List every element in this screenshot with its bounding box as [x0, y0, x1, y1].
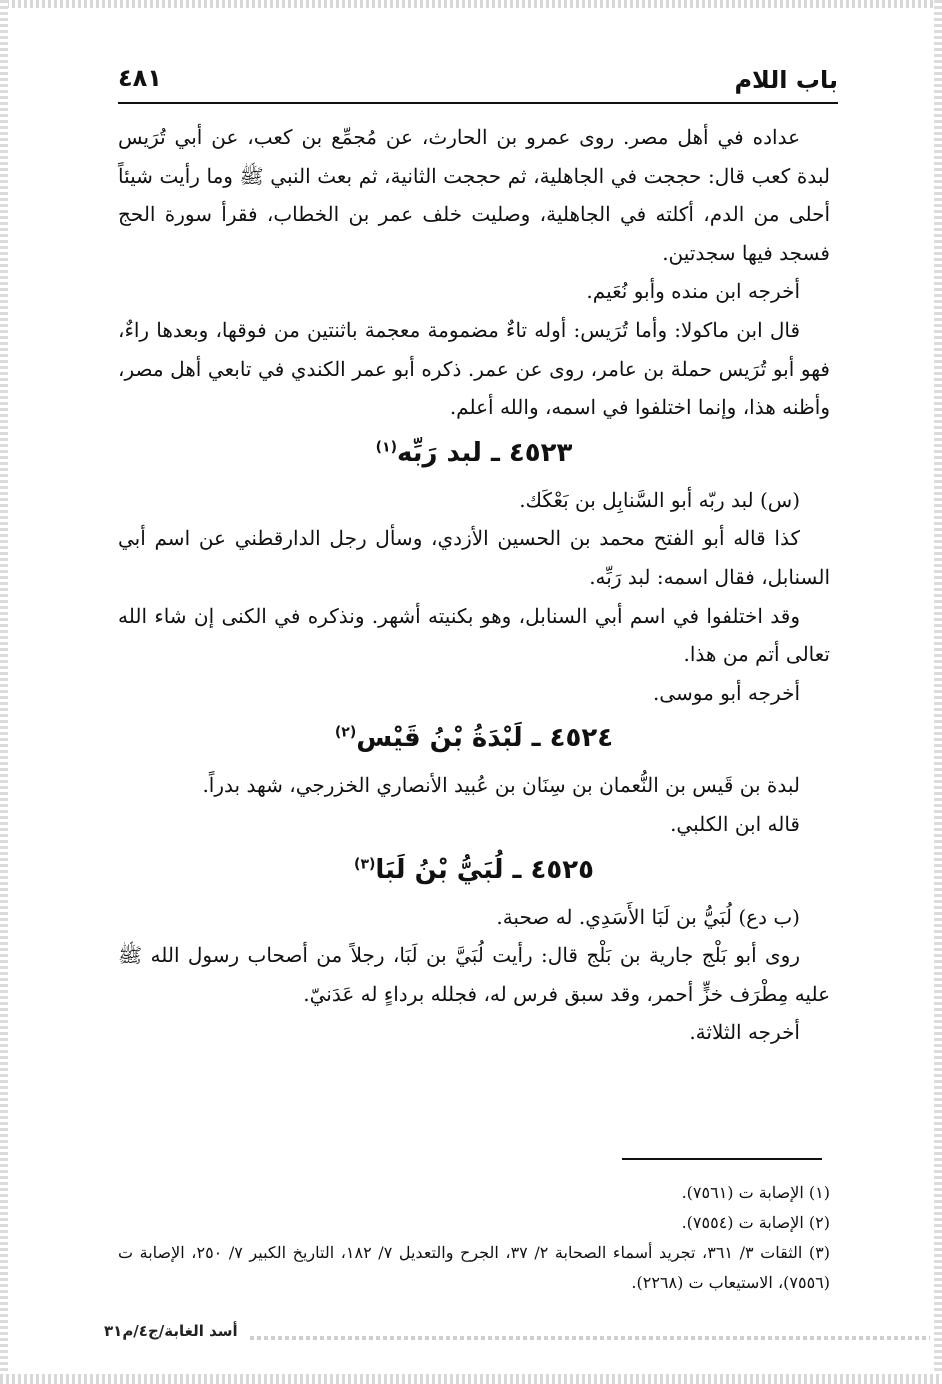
- entry-title-4524: [118, 716, 830, 760]
- footnote-ref: (٢): [334, 724, 357, 741]
- page-number: ٤٨١: [118, 64, 162, 92]
- right-border: [934, 0, 942, 1384]
- paragraph: روى أبو بَلْج جارية بن بَلْج قال: رأيت لُبَيَّ بن لَبَا، رجلاً من أصحاب رسول الله ﷺ عليه مِطْرَف خزٍّ أحمر، وقد سبق فرس له، فجلله برداءٍ له عَدَنيّ.: [118, 943, 830, 1006]
- paragraph: (ب دع) لُبَيُّ بن لَبَا الأَسَدِي. له صحبة.: [496, 904, 800, 929]
- paragraph: قال ابن ماكولا: وأما تُرَيس: أوله تاءٌ مضمومة معجمة باثنتين من فوقها، وبعدها راءٌ، فهو أبو تُرَيس حملة بن عامر، روى عن عمر. ذكره أبو عمر الكندي في تابعي أهل مصر، وأظنه هذا، وإنما اختلفوا في اسمه، والله أعلم.: [118, 317, 830, 420]
- paragraph: (س) لبد ربّه أبو السَّنابِل بن بَعْكَك.: [519, 487, 800, 512]
- footnote-ref: (١): [375, 439, 397, 456]
- entry-title-text: ٤٥٢٣ ـ لبد رَبِّه: [396, 437, 573, 468]
- footnote-1: (١) الإصابة ت (٧٥٦١).: [681, 1183, 830, 1202]
- entry-title-text: ٤٥٢٥ ـ لُبَيُّ بْنُ لَبَا: [375, 854, 594, 885]
- footnote-ref: (٣): [354, 855, 376, 872]
- bottom-stamp-line: [250, 1336, 930, 1340]
- paragraph: أخرجه الثلاثة.: [689, 1020, 800, 1045]
- chapter-title: باب اللام: [734, 66, 838, 94]
- paragraph: وقد اختلفوا في اسم أبي السنابل، وهو بكنيته أشهر. ونذكره في الكنى إن شاء الله تعالى أتم من هذا.: [118, 603, 830, 667]
- left-border: [0, 0, 8, 1384]
- footnote-separator: [622, 1158, 822, 1160]
- entry-title-text: ٤٥٢٤ ـ لَبْدَةُ بْنُ قَيْس: [356, 723, 614, 754]
- paragraph: لبدة بن قَيس بن النُّعمان بن سِنَان بن عُبيد الأنصاري الخزرجي، شهد بدراً.: [202, 773, 800, 798]
- top-border: [0, 0, 942, 8]
- page-header: [118, 58, 838, 104]
- footnote-3: (٣) الثقات ٣/ ٣٦١، تجريد أسماء الصحابة ٢/ ٣٧، الجرح والتعديل ٧/ ١٨٢، التاريخ الكبير ٧/ ٢٥٠، الإصابة ت (٧٥٥٦)، الاستيعاب ت (٢٢٦٨).: [118, 1243, 831, 1292]
- paragraph: عداده في أهل مصر. روى عمرو بن الحارث، عن مُجمِّع بن كعب، عن أبي تُرَيس لبدة كعب قال: حججت في الجاهلية، ثم حججت الثانية، ثم بعث النبي ﷺ وما رأيت شيئاً أحلى من الدم، أكلته في الجاهلية، وصليت خلف عمر بن الخطاب، فقرأ سورة الحج فسجد فيها سجدتين.: [118, 125, 830, 265]
- main-text: [118, 118, 830, 1052]
- bottom-border: [0, 1374, 942, 1384]
- footnotes: [118, 1178, 830, 1298]
- footnote-2: (٢) الإصابة ت (٧٥٥٤).: [681, 1213, 830, 1232]
- paragraph: قاله ابن الكلبي.: [670, 811, 800, 836]
- paragraph: كذا قاله أبو الفتح محمد بن الحسين الأزدي، وسأل رجل الدارقطني عن اسم أبي السنابل، فقال اسمه: لبد رَبِّه.: [118, 526, 830, 589]
- paragraph: أخرجه ابن منده وأبو نُعَيم.: [586, 279, 800, 304]
- volume-stamp: أسد الغابة/ج٤/م٣١: [104, 1322, 238, 1340]
- paragraph: أخرجه أبو موسى.: [652, 680, 800, 705]
- entry-title-4523: [118, 431, 830, 475]
- entry-title-4525: [118, 848, 830, 892]
